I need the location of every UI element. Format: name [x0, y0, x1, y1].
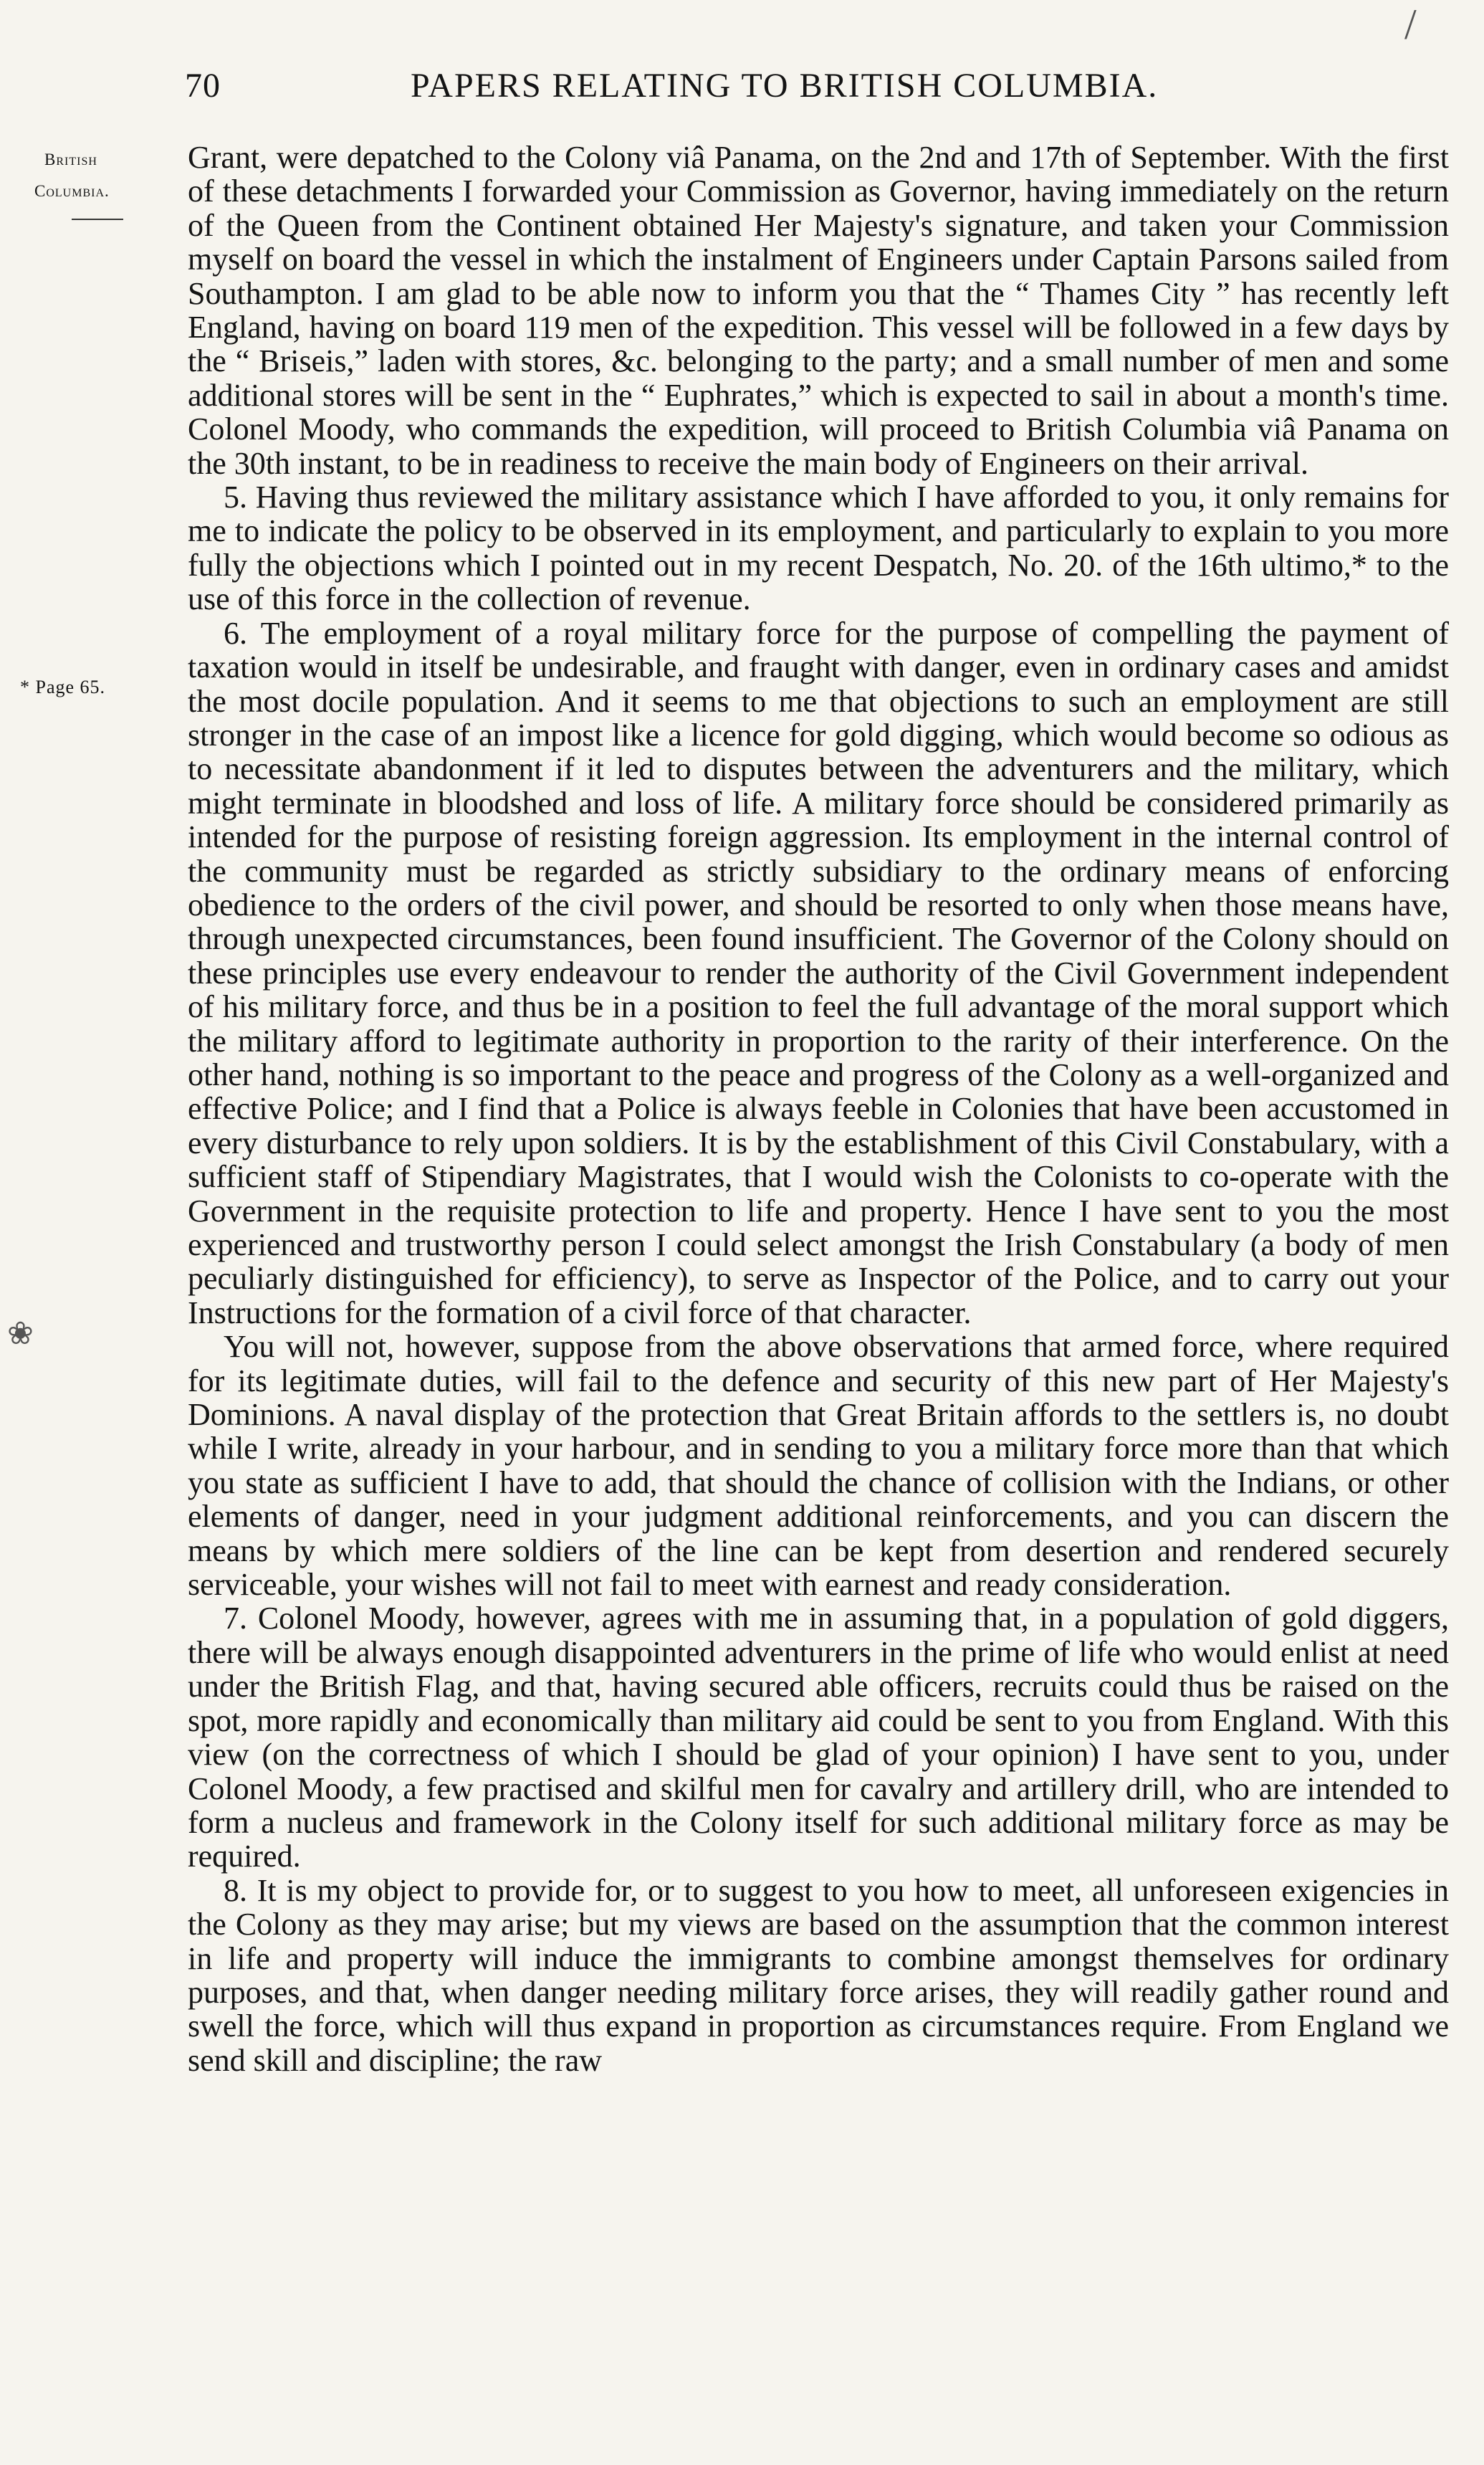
scan-mark-left: ❀	[7, 1316, 34, 1351]
paragraph-6: 6. The employment of a royal military force for the purpose of compelling the payment of taxation would in itself be undesirable, and fraught with danger, even in ordinary cases and amidst the most docile population. And it seems to me that objections to such an employment are still stronger in the case of an impost like a licence for gold digging, which would become so odious as to necessitate abandonment if it led to disputes between the adventurers and the military, which might terminate in bloodshed and loss of life. A military force should be considered primarily as intended for the purpose of resisting foreign aggression. Its employment in the internal control of the community must be regarded as strictly subsidiary to the ordinary means of enforcing obedience to the orders of the civil power, and should be resorted to only when those means have, through unexpected circumstances, been found insufficient. The Governor of the Colony should on these principles use every endeavour to render the authority of the Civil Government independent of his military force, and thus be in a position to feel the full advantage of the moral support which the military afford to legitimate authority in proportion to the rarity of their interference. On the other hand, nothing is so important to the peace and progress of the Colony as a well-organized and effective Police; and I find that a Police is always feeble in Colonies that have been accustomed in every disturbance to rely upon soldiers. It is by the establishment of this Civil Constabulary, with a sufficient staff of Stipendiary Magistrates, that I would wish the Colonists to co-operate with the Government in the requisite protection to life and property. Hence I have sent to you the most experienced and trustworthy person I could select amongst the Irish Constabulary (a body of men peculiarly distinguished for efficiency), to serve as Inspector of the Police, and to carry out your Instructions for the formation of a civil force of that character.	[188, 615, 1449, 1330]
margin-running-head-line2: Columbia.	[34, 182, 110, 200]
margin-running-head-line1: British	[44, 151, 97, 168]
page-number: 70	[185, 67, 221, 105]
margin-footnote-reference: * Page 65.	[20, 677, 106, 697]
paragraph-5: 5. Having thus reviewed the military assistance which I have afforded to you, it only remains for me to indicate the policy to be observed in its employment, and particularly to explain to you more fully the objections which I pointed out in my recent Despatch, No. 20. of the 16th ultimo,* to the use of this force in the collection of revenue.	[188, 480, 1449, 617]
paragraph-7: 7. Colonel Moody, however, agrees with me in assuming that, in a population of gold diggers, there will be always enough disappointed adventurers in the prime of life who would enlist at need under the British Flag, and that, having secured able officers, recruits could thus be raised on the spot, more rapidly and economically than military aid could be sent to you from England. With this view (on the correctness of which I should be glad of your opinion) I have sent to you, under Colonel Moody, a few practised and skilful men for cavalry and artillery drill, who are intended to form a nucleus and framework in the Colony itself for such additional military force as may be required.	[188, 1601, 1449, 1874]
body-text	[188, 140, 1449, 2077]
scan-mark-top: /	[1404, 1, 1417, 48]
paragraph-continuation: Grant, were depatched to the Colony viâ Panama, on the 2nd and 17th of September. With the first of these detachments I forwarded your Commission as Governor, having immediately on the return of the Queen from the Continent obtained Her Majesty's signature, and taken your Commission myself on board the vessel in which the instalment of Engineers under Captain Parsons sailed from Southampton. I am glad to be able now to inform you that the “ Thames City ” has recently left England, having on board 119 men of the expedition. This vessel will be followed in a few days by the “ Briseis,” laden with stores, &c. belonging to the party; and a small number of men and some additional stores will be sent in the “ Euphrates,” which is expected to sail in about a month's time. Colonel Moody, who commands the expedition, will proceed to British Columbia viâ Panama on the 30th instant, to be in readiness to receive the main body of Engineers on their arrival.	[188, 140, 1449, 481]
paragraph-8: 8. It is my object to provide for, or to suggest to you how to meet, all unforeseen exigencies in the Colony as they may arise; but my views are based on the assumption that the common interest in life and property will induce the immigrants to combine amongst themselves for ordinary purposes, and that, when danger needing military force arises, they will readily gather round and swell the force, which will thus expand in proportion as circumstances require. From England we send skill and discipline; the raw	[188, 1872, 1449, 2078]
page-header	[185, 66, 1446, 116]
margin-rule	[72, 219, 123, 220]
running-title: PAPERS RELATING TO BRITISH COLUMBIA.	[411, 67, 1159, 105]
paragraph-observations: You will not, however, suppose from the above observations that armed force, where required for its legitimate duties, will fail to the defence and security of this new part of Her Majesty's Dominions. A naval display of the protection that Great Britain affords to the settlers is, no doubt while I write, already in your harbour, and in sending to you a military force more than that which you state as sufficient I have to add, that should the chance of collision with the Indians, or other elements of danger, need in your judgment additional reinforcements, and you can discern the means by which mere soldiers of the line can be kept from desertion and rendered securely serviceable, your wishes will not fail to meet with earnest and ready consideration.	[188, 1329, 1449, 1603]
